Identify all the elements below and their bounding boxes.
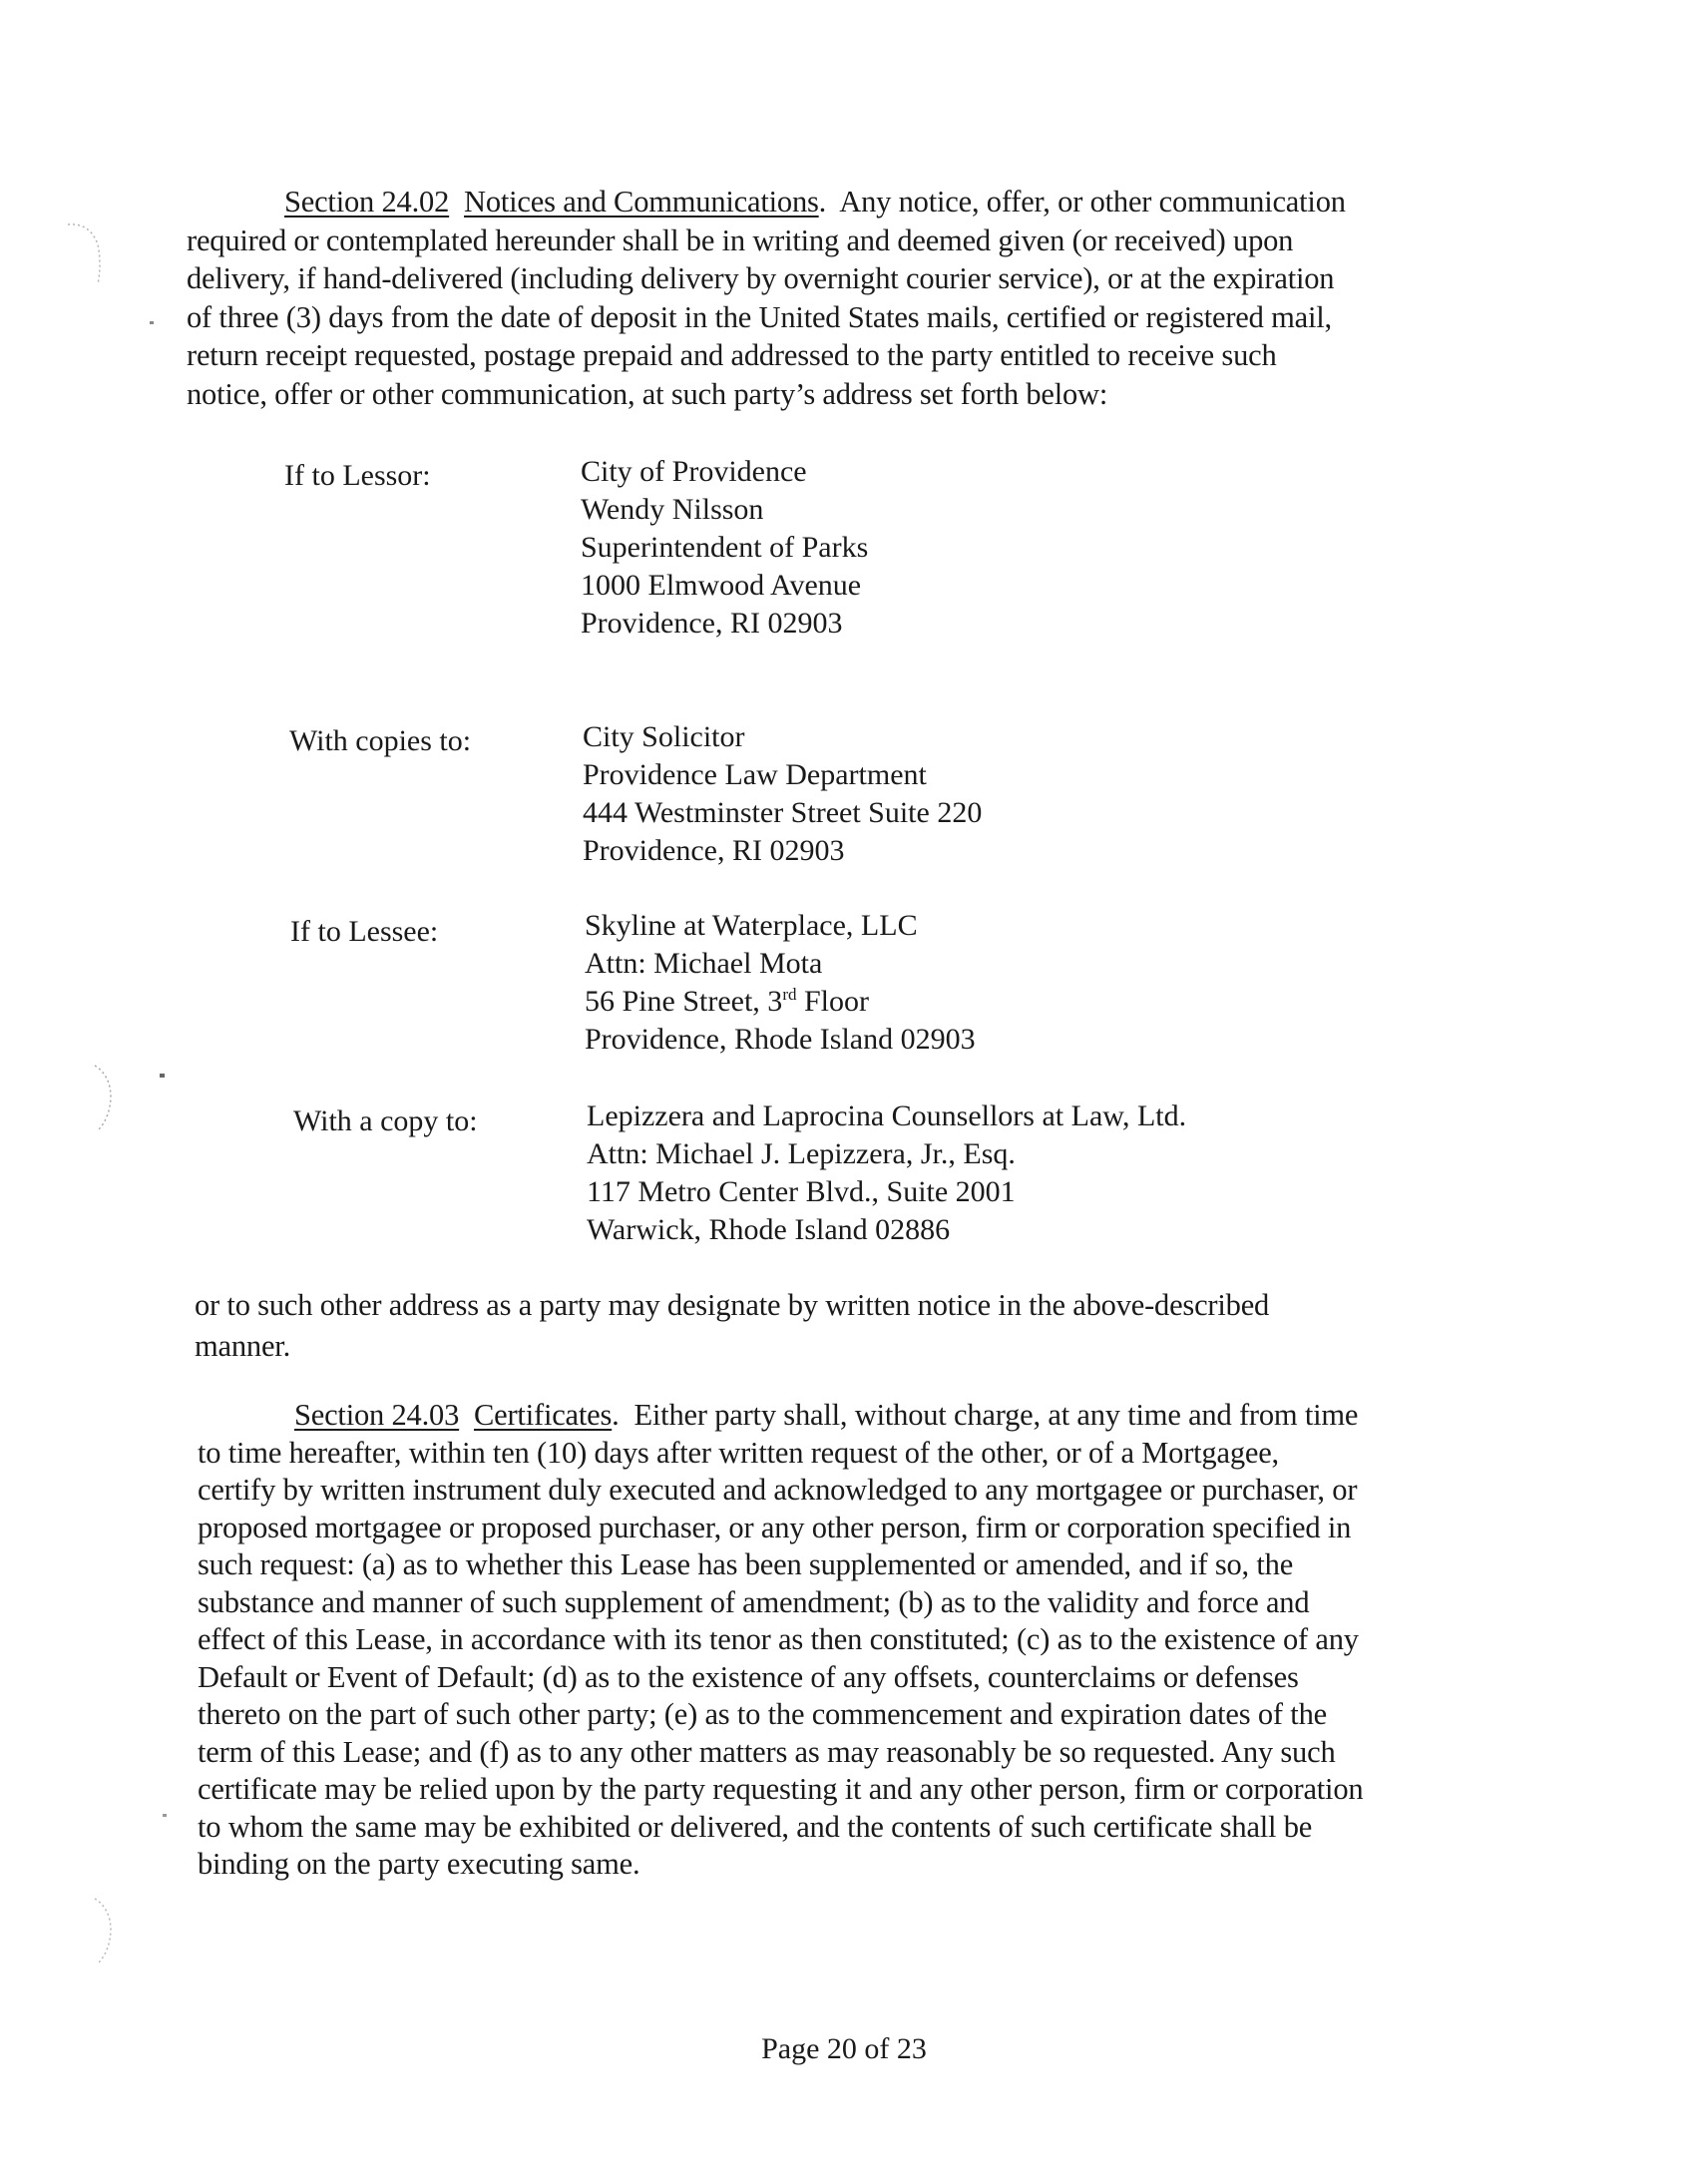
paragraph-line: of three (3) days from the date of deposit in the United States mails, certified or registered mail, <box>187 299 1332 334</box>
paragraph-line: or to such other address as a party may designate by written notice in the above-described <box>195 1288 1270 1322</box>
address-line: Providence Law Department <box>583 758 927 791</box>
address-line: Warwick, Rhode Island 02886 <box>587 1213 951 1246</box>
section-24-03-number: Section 24.03 <box>294 1398 460 1432</box>
address-line: Attn: Michael Mota <box>585 947 823 980</box>
paragraph-line: certify by written instrument duly executed and acknowledged to any mortgagee or purchaser, or <box>198 1473 1358 1507</box>
paragraph-line: return receipt requested, postage prepaid and addressed to the party entitled to receive such <box>187 338 1277 372</box>
paragraph-line: term of this Lease; and (f) as to any other matters as may reasonably be so requested. Any such <box>198 1734 1336 1769</box>
section-24-03-first-line-text: Either party shall, without charge, at any time and from time <box>633 1398 1359 1432</box>
page-number-footer: Page 20 of 23 <box>761 2032 927 2065</box>
scan-artifact-hole-punch-bottom <box>85 1891 135 1970</box>
address-line: Superintendent of Parks <box>581 531 869 564</box>
paragraph-line: effect of this Lease, in accordance with its tenor as then constituted; (c) as to the existence of any <box>198 1622 1359 1656</box>
address-line: City Solicitor <box>583 720 745 753</box>
heading-period: . <box>612 1398 620 1432</box>
closing-paragraph <box>195 1285 1269 1367</box>
scan-artifact-hole-punch-top <box>60 215 110 294</box>
address-line: Providence, RI 02903 <box>581 607 843 640</box>
address-label-lessor: If to Lessor: <box>284 459 431 492</box>
paragraph-line: binding on the party executing same. <box>198 1847 640 1881</box>
section-24-02-first-line-text: Any notice, offer, or other communication <box>839 185 1346 218</box>
address-lines-copies <box>583 718 982 870</box>
ordinal-superscript: rd <box>782 985 797 1004</box>
section-24-03-first-line <box>198 1397 1363 1435</box>
address-label-copies: With copies to: <box>289 724 472 757</box>
scan-speck <box>160 1074 165 1078</box>
paragraph-line: proposed mortgagee or proposed purchaser, or any other person, firm or corporation specified in <box>198 1510 1352 1544</box>
heading-period: . <box>818 185 827 218</box>
paragraph-line: thereto on the part of such other party; (e) as to the commencement and expiration dates of the <box>198 1697 1327 1731</box>
paragraph-line: required or contemplated hereunder shall be in writing and deemed given (or received) upon <box>187 222 1294 257</box>
paragraph-line: to time hereafter, within ten (10) days after written request of the other, or of a Mortgagee, <box>198 1435 1279 1470</box>
address-line: Wendy Nilsson <box>581 493 764 526</box>
address-line: City of Providence <box>581 455 807 488</box>
address-line: 117 Metro Center Blvd., Suite 2001 <box>587 1175 1016 1208</box>
address-label-lessee: If to Lessee: <box>290 915 439 948</box>
paragraph-line: certificate may be relied upon by the party requesting it and any other person, firm or corporation <box>198 1772 1364 1806</box>
section-24-02-paragraph <box>187 183 1346 413</box>
address-line: 1000 Elmwood Avenue <box>581 569 862 602</box>
section-24-03-paragraph <box>198 1397 1363 1884</box>
section-24-02-title: Notices and Communications <box>464 185 819 218</box>
floor-suffix: Floor <box>796 985 869 1018</box>
address-line: Providence, RI 02903 <box>583 834 845 867</box>
section-24-02-number: Section 24.02 <box>284 185 450 218</box>
section-24-03-title: Certificates <box>474 1398 613 1432</box>
paragraph-line: delivery, if hand-delivered (including delivery by overnight courier service), or at the expiration <box>187 261 1335 295</box>
paragraph-line: substance and manner of such supplement of amendment; (b) as to the validity and force and <box>198 1584 1310 1619</box>
address-lines-lessee <box>585 907 976 1059</box>
scan-speck <box>150 321 154 324</box>
address-lines-lessor <box>581 453 868 643</box>
address-line: Attn: Michael J. Lepizzera, Jr., Esq. <box>587 1137 1016 1170</box>
address-line-floor <box>585 983 976 1021</box>
address-label-copy: With a copy to: <box>293 1104 478 1137</box>
paragraph-line: manner. <box>195 1329 290 1363</box>
scan-artifact-hole-punch-middle <box>85 1058 135 1137</box>
address-street: 56 Pine Street, 3 <box>585 985 783 1018</box>
paragraph-line: notice, offer or other communication, at such party’s address set forth below: <box>187 376 1108 411</box>
address-line: Providence, Rhode Island 02903 <box>585 1023 976 1056</box>
section-24-02-first-line <box>187 183 1346 221</box>
scan-speck <box>163 1814 167 1817</box>
address-line: Skyline at Waterplace, LLC <box>585 909 918 942</box>
paragraph-line: Default or Event of Default; (d) as to the existence of any offsets, counterclaims or defenses <box>198 1659 1299 1694</box>
address-line: 444 Westminster Street Suite 220 <box>583 796 983 829</box>
paragraph-line: to whom the same may be exhibited or delivered, and the contents of such certificate shall be <box>198 1809 1313 1844</box>
address-line: Lepizzera and Laprocina Counsellors at Law, Ltd. <box>587 1099 1187 1132</box>
address-lines-copy <box>587 1097 1186 1249</box>
paragraph-line: such request: (a) as to whether this Lease has been supplemented or amended, and if so, the <box>198 1547 1294 1581</box>
